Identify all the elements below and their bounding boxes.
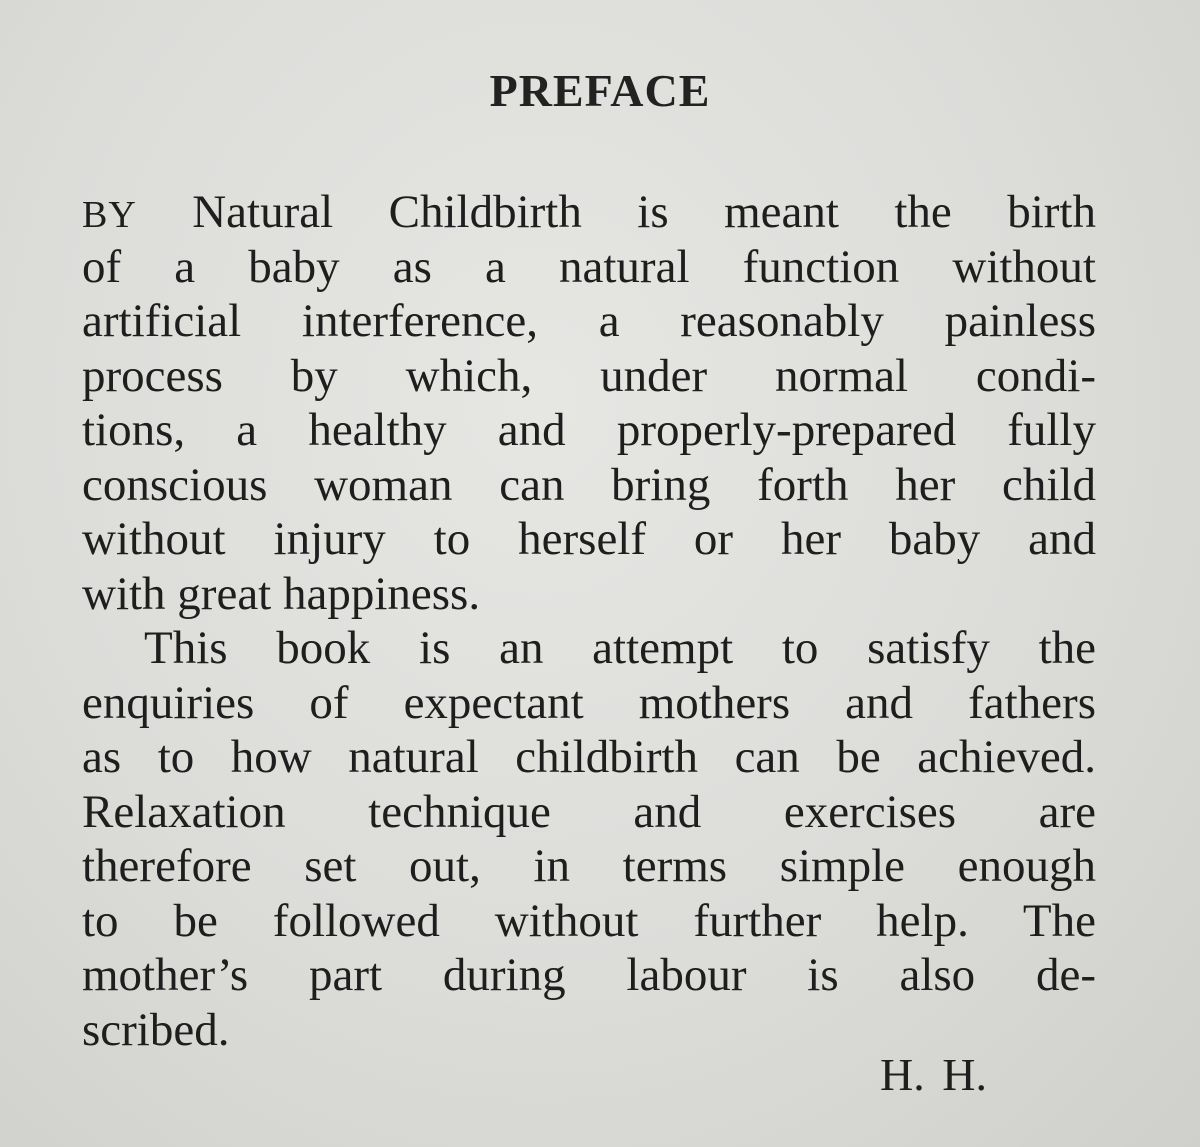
text-line bbox=[82, 185, 1096, 240]
text-line: Relaxation technique and exercises are bbox=[82, 785, 1096, 838]
drop-caps: BY bbox=[82, 194, 137, 236]
text-line: to be followed without further help. The bbox=[82, 894, 1096, 947]
text-line: process by which, under normal condi- bbox=[82, 349, 1096, 402]
text-line: therefore set out, in terms simple enough bbox=[82, 840, 1096, 892]
preface-text bbox=[82, 185, 1096, 1057]
text-line: artificial interference, a reasonably painless bbox=[82, 295, 1096, 347]
line-text: Natural Childbirth is meant the birth bbox=[136, 186, 1096, 238]
text-line: tions, a healthy and properly-prepared fully bbox=[82, 404, 1096, 456]
text-line: mother’s part during labour is also de- bbox=[82, 949, 1096, 1001]
text-line: enquiries of expectant mothers and fathers bbox=[82, 676, 1096, 729]
text-line: conscious woman can bring forth her child bbox=[82, 458, 1096, 511]
text-line: scribed. bbox=[82, 1003, 230, 1056]
text-line: as to how natural childbirth can be achieved. bbox=[82, 731, 1096, 783]
signature: H. H. bbox=[880, 1049, 987, 1100]
page-title: PREFACE bbox=[489, 65, 711, 116]
text-line: of a baby as a natural function without bbox=[82, 240, 1096, 293]
paragraph-1 bbox=[82, 185, 1096, 621]
paragraph-2 bbox=[82, 621, 1096, 1057]
text-line: with great happiness. bbox=[82, 567, 481, 620]
text-line: This book is an attempt to satisfy the bbox=[144, 622, 1096, 674]
text-line: without injury to herself or her baby and bbox=[82, 513, 1096, 565]
